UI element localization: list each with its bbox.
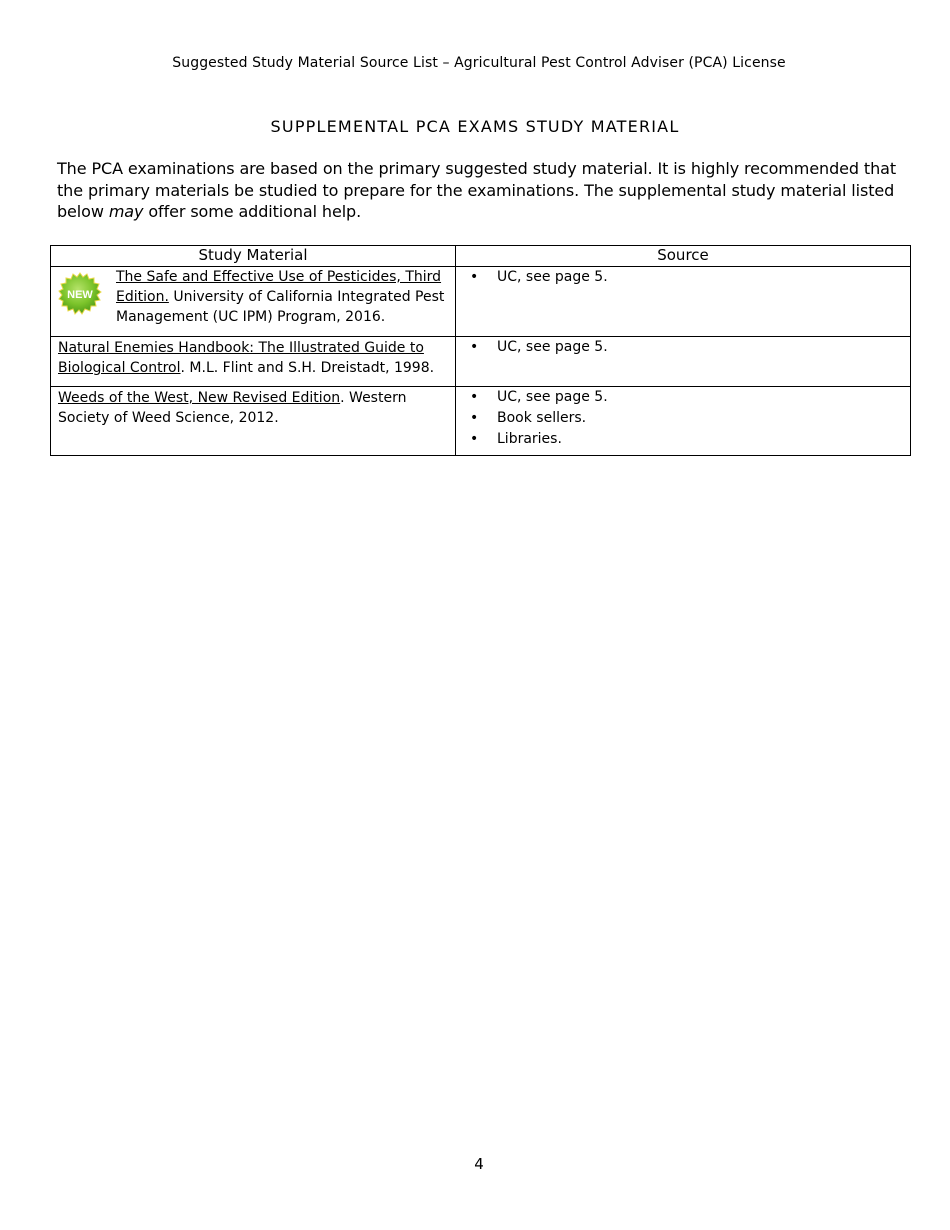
badge-label: NEW [67, 289, 93, 301]
source-list [456, 337, 910, 358]
study-material-text [58, 338, 447, 378]
study-material-cell [51, 387, 456, 456]
page-number: 4 [474, 1155, 484, 1173]
source-list [456, 267, 910, 288]
study-material-cell [51, 267, 456, 337]
study-material-title[interactable]: The Safe and Effective Use of Pesticides, Third Edition. [116, 269, 442, 305]
running-header: Suggested Study Material Source List – Agricultural Pest Control Adviser (PCA) License [172, 55, 786, 71]
header-study-material: Study Material [51, 246, 456, 267]
study-material-table [50, 245, 911, 456]
intro-emphasis: may [108, 202, 144, 221]
source-cell [456, 387, 911, 456]
source-item: • UC, see page 5. [456, 267, 910, 288]
table-row [51, 387, 911, 456]
source-item: • UC, see page 5. [456, 337, 910, 358]
source-item: • Book sellers. [456, 408, 910, 429]
section-title: SUPPLEMENTAL PCA EXAMS STUDY MATERIAL [270, 117, 680, 136]
study-material-title[interactable]: Natural Enemies Handbook: The Illustrated Guide to Biological Control [58, 340, 424, 376]
table-row [51, 337, 911, 387]
study-material-details: University of California Integrated Pest Management (UC IPM) Program, 2016. [116, 289, 445, 325]
intro-text-start: The PCA examinations are based on the primary suggested study material. It is highly recommended that the primary materials be studied to prepare for the examinations. The supplemental study material listed below [57, 159, 897, 221]
source-item: • UC, see page 5. [456, 387, 910, 408]
source-cell [456, 337, 911, 387]
source-list [456, 387, 910, 450]
study-material-details: . M.L. Flint and S.H. Dreistadt, 1998. [180, 360, 435, 376]
source-item: • Libraries. [456, 429, 910, 450]
table-header-row [51, 246, 911, 267]
intro-paragraph [57, 158, 897, 223]
study-material-cell [51, 337, 456, 387]
study-material-title[interactable]: Weeds of the West, New Revised Edition [58, 390, 341, 406]
study-material-text [116, 267, 447, 327]
intro-text-end: offer some additional help. [143, 202, 362, 221]
study-material-details: . Western Society of Weed Science, 2012. [58, 390, 407, 426]
header-source: Source [456, 246, 911, 267]
study-material-text [58, 388, 447, 428]
new-badge-svg [57, 271, 103, 317]
table-row [51, 267, 911, 337]
source-cell [456, 267, 911, 337]
new-badge-icon [57, 271, 103, 317]
